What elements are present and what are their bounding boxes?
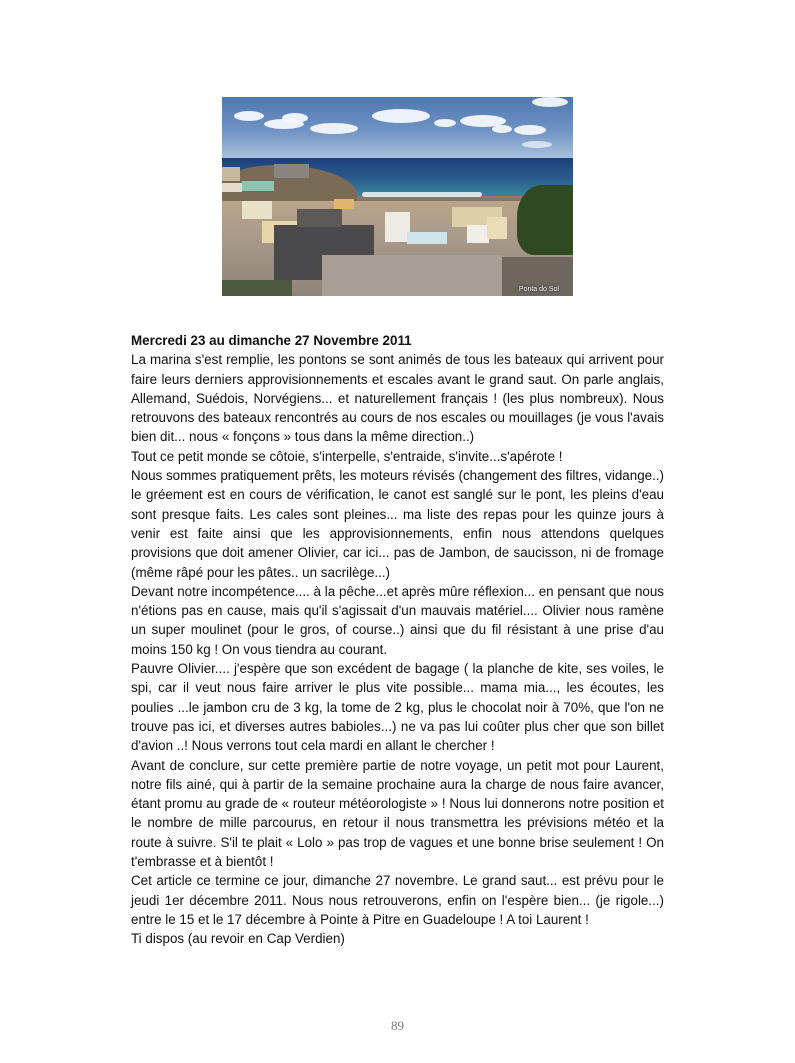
page-number: 89 (391, 1018, 404, 1033)
cloud (434, 119, 456, 127)
building (487, 217, 507, 239)
shrubs (222, 280, 292, 296)
building (467, 225, 489, 243)
cloud (310, 123, 358, 134)
dark-building-top (297, 209, 342, 227)
paragraph-ti-dispos: Ti dispos (au revoir en Cap Verdien) (131, 931, 345, 947)
paragraph-petit-monde: Tout ce petit monde se côtoie, s'interpelle, s'entraide, s'invite...s'apérote ! (131, 448, 563, 464)
cloud (532, 97, 568, 107)
article-heading: Mercredi 23 au dimanche 27 Novembre 2011 (131, 333, 412, 348)
building (242, 201, 272, 219)
cloud (522, 141, 552, 148)
building (222, 183, 242, 192)
building (274, 164, 309, 178)
cloud (372, 109, 430, 123)
paragraph-preparations: Nous sommes pratiquement prêts, les moteurs révisés (changement des filtres, vidange..) le gréement est en cours de vérification, le canot est sanglé sur le pont, les pleins d'eau sont presque faits. Les cales sont pleines... ma liste des repas pour les quinze jours à venir est faite ainsi que les approvisionnements, enfin nous attendons quelques provisions que doit amener Olivier, car ici... pas de Jambon, de saucisson, ni de fromage (même râpé pour les pâtes.. un sacrilège...) (131, 468, 664, 580)
building (222, 167, 240, 181)
cloud (234, 111, 264, 121)
article-body (131, 331, 664, 949)
rooftop (322, 255, 502, 296)
paragraph-olivier: Pauvre Olivier.... j'espère que son excédent de bagage ( la planche de kite, ses voiles, le spi, car il veut nous faire arriver le plus vite possible... mama mia..., les écoutes, les poulies ...le jambon cru de 3 kg, la tome de 2 kg, plus le chocolat noir à 70%, que l'on ne trouve pas ici, et diverses autres babioles...) ne va pas lui coûter plus cher que son billet d'avion ..! Nous verrons tout cela mardi en allant le chercher ! (131, 661, 664, 754)
cloud (282, 113, 308, 123)
paragraph-laurent: Avant de conclure, sur cette première partie de notre voyage, un petit mot pour Laurent, notre fils ainé, qui à partir de la semaine prochaine aura la charge de nous faire avancer, étant promu au grade de « routeur météorologiste » ! Nous lui donnerons notre position et le nombre de mille parcourus, en retour il nous transmettra les prévisions météo et la route à suivre. S'il te plait « Lolo » pas trop de vagues et une bonne brise seulement ! On t'embrasse et à bientôt ! (131, 757, 664, 870)
building (407, 232, 447, 244)
tree (517, 185, 573, 255)
cloud (492, 125, 512, 133)
photo-caption: Ponta do Sol (518, 286, 559, 293)
paragraph-peche: Devant notre incompétence.... à la pêche...et après mûre réflexion... en pensant que nous n'étions pas en cause, mais qu'il s'agissait d'un mauvais matériel.... Olivier nous ramène un super moulinet (pour le gros, of course..) ainsi que du fil résistant à une prise d'au moins 150 kg ! On vous tiendra au courant. (131, 583, 664, 657)
photo-surf (362, 192, 482, 197)
cloud (514, 125, 546, 135)
coastal-town-photo (222, 97, 573, 296)
paragraph-marina: La marina s'est remplie, les pontons se sont animés de tous les bateaux qui arrivent pour faire leurs derniers approvisionnements et escales avant le grand saut. On parle anglais, Allemand, Suédois, Norvégiens... et naturellement français ! (les plus nombreux). Nous retrouvons des bateaux rencontrés au cours de nos escales ou mouillages (je vous l'avais bien dit... nous « fonçons » tous dans la même direction..) (131, 352, 664, 445)
building (334, 199, 354, 209)
building (242, 181, 274, 191)
paragraph-conclusion: Cet article ce termine ce jour, dimanche 27 novembre. Le grand saut... est prévu pour le jeudi 1er décembre 2011. Nous nous retrouverons, enfin on l'espère bien... (je rigole...) entre le 15 et le 17 décembre à Pointe à Pitre en Guadeloupe ! A toi Laurent ! (131, 873, 664, 927)
